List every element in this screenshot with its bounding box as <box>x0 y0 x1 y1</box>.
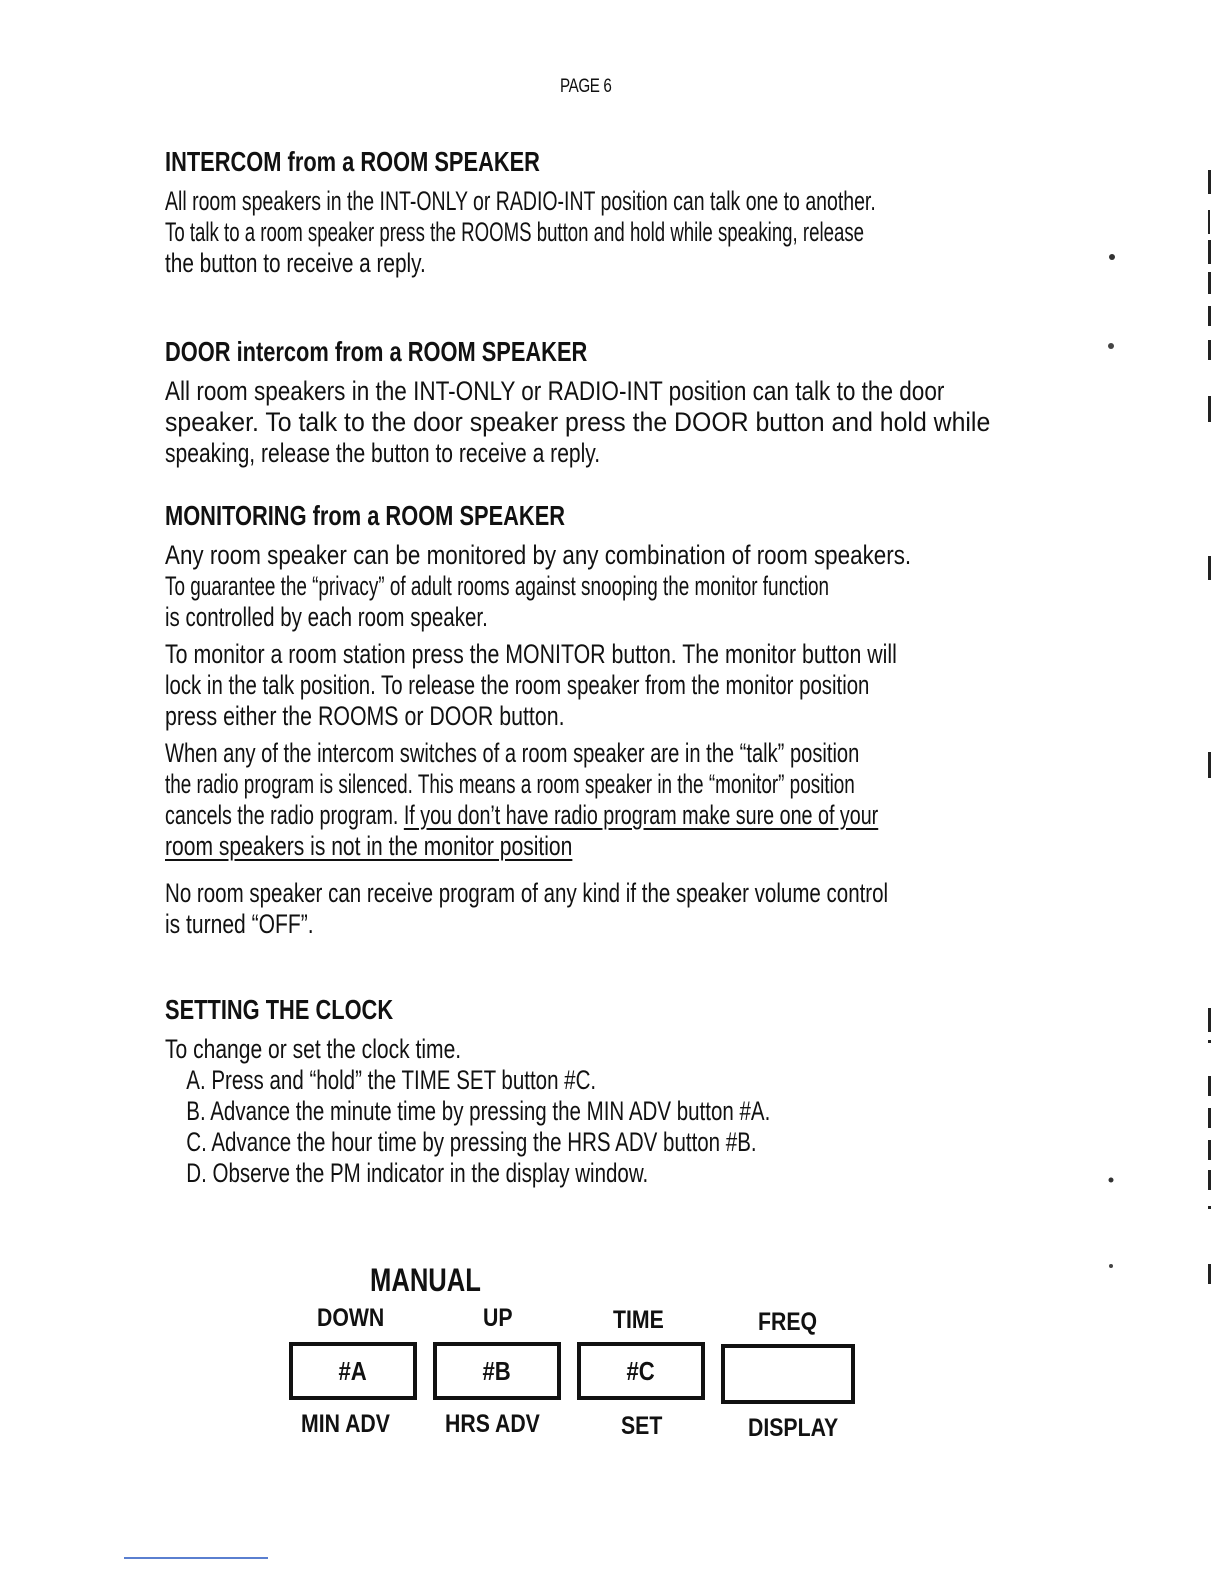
hrs-adv-button <box>433 1342 561 1400</box>
paragraph <box>165 878 1215 940</box>
section-heading: SETTING THE CLOCK <box>165 994 394 1025</box>
margin-marks <box>1198 160 1224 1360</box>
body-line: press either the ROOMS or DOOR button. <box>165 701 565 731</box>
body-text: cancels the radio program. <box>165 800 404 830</box>
list-item: C. Advance the hour time by pressing the HRS ADV button #B. <box>186 1127 757 1157</box>
body-line: To talk to a room speaker press the ROOMS button and hold while speaking, release <box>165 217 865 247</box>
body-line: All room speakers in the INT-ONLY or RADIO-INT position can talk to the door <box>165 376 945 406</box>
button-face-label: #B <box>482 1355 512 1386</box>
body-line <box>165 831 984 862</box>
body-line: To monitor a room station press the MONITOR button. The monitor button will <box>165 639 897 669</box>
margin-specks <box>1100 250 1120 1300</box>
body-line: All room speakers in the INT-ONLY or RADIO-INT position can talk one to another. <box>165 186 876 216</box>
emphasis-text: room speakers is not in the monitor position <box>165 831 573 861</box>
section-monitoring <box>165 500 1215 946</box>
paragraph <box>165 639 1215 732</box>
section-setting-clock <box>165 994 1215 1189</box>
body-line: lock in the talk position. To release the room speaker from the monitor position <box>165 670 870 700</box>
button-bottom-label: SET <box>621 1412 663 1440</box>
button-top-label: FREQ <box>758 1308 818 1336</box>
body-line <box>165 800 932 831</box>
emphasis-text: If you don’t have radio program make sure one of your <box>403 800 879 830</box>
paragraph <box>165 738 1215 862</box>
button-face-label: #C <box>626 1355 656 1386</box>
button-top-label: TIME <box>613 1306 664 1334</box>
button-face-label: #A <box>338 1355 368 1386</box>
list-item: A. Press and “hold” the TIME SET button #C. <box>186 1065 597 1095</box>
body-line: No room speaker can receive program of any kind if the speaker volume control <box>165 878 889 908</box>
list-item: D. Observe the PM indicator in the display window. <box>186 1158 649 1188</box>
button-top-label: UP <box>483 1304 513 1332</box>
body-line: the radio program is silenced. This means a room speaker in the “monitor” position <box>165 769 855 799</box>
body-line: is turned “OFF”. <box>165 909 314 939</box>
paragraph <box>165 540 1215 633</box>
section-door-intercom <box>165 336 1215 469</box>
freq-display-button <box>721 1344 855 1404</box>
button-bottom-label: DISPLAY <box>748 1414 839 1442</box>
body-line: speaker. To talk to the door speaker press the DOOR button and hold while <box>165 407 991 437</box>
body-line: To change or set the clock time. <box>165 1034 462 1064</box>
page-number: PAGE 6 <box>560 76 612 97</box>
section-heading: MONITORING from a ROOM SPEAKER <box>165 500 566 531</box>
section-heading: INTERCOM from a ROOM SPEAKER <box>165 146 540 177</box>
body-line: the button to receive a reply. <box>165 248 426 278</box>
button-bottom-label: HRS ADV <box>445 1410 540 1438</box>
body-line: When any of the intercom switches of a room speaker are in the “talk” position <box>165 738 860 768</box>
body-line: Any room speaker can be monitored by any combination of room speakers. <box>165 540 912 570</box>
body-line: To guarantee the “privacy” of adult rooms against snooping the monitor function <box>165 571 829 601</box>
section-heading: DOOR intercom from a ROOM SPEAKER <box>165 336 588 367</box>
button-bottom-label: MIN ADV <box>301 1410 390 1438</box>
manual-group-label: MANUAL <box>370 1262 481 1298</box>
bottom-rule <box>124 1557 268 1559</box>
list-item: B. Advance the minute time by pressing the MIN ADV button #A. <box>186 1096 771 1126</box>
section-intercom-room <box>165 146 1215 279</box>
body-line: speaking, release the button to receive a reply. <box>165 438 601 468</box>
body-line: is controlled by each room speaker. <box>165 602 488 632</box>
min-adv-button <box>289 1342 417 1400</box>
control-panel-diagram <box>285 1262 885 1452</box>
button-top-label: DOWN <box>317 1304 385 1332</box>
time-set-button <box>577 1342 705 1400</box>
